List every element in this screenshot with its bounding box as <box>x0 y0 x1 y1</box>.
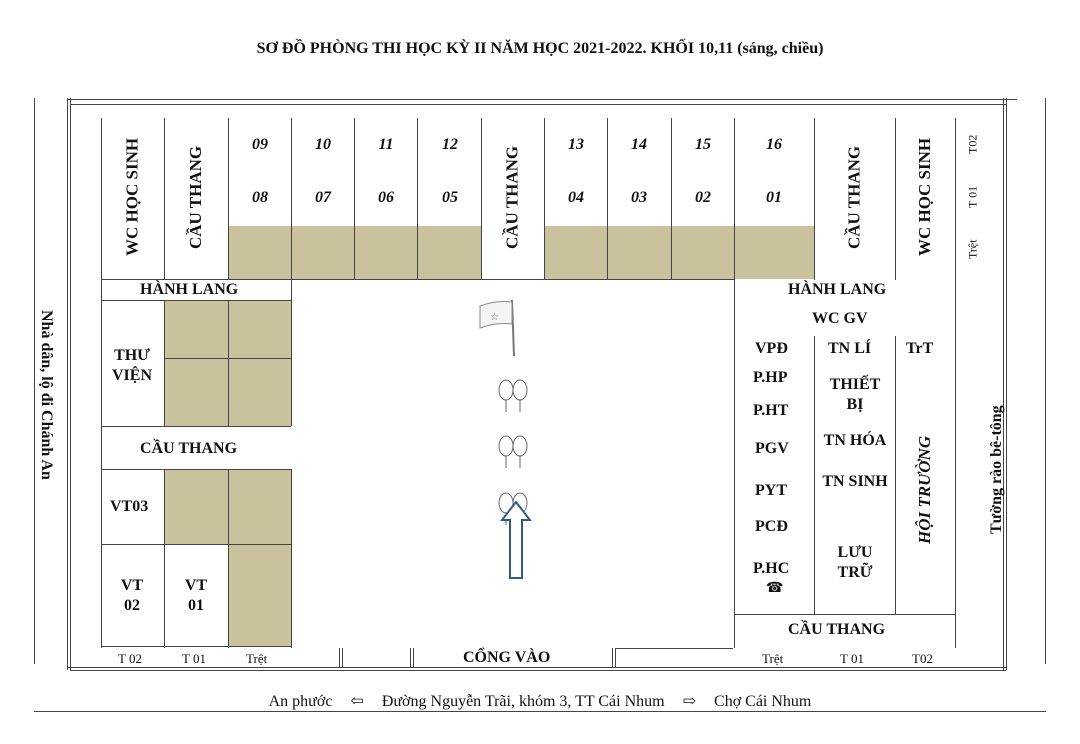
room-04: 04 <box>568 189 584 206</box>
svg-text:☆: ☆ <box>490 312 499 323</box>
room-15: 15 <box>695 136 711 153</box>
stairs-left: CẦU THANG <box>140 440 238 457</box>
wc-student-left: WC HỌC SINH <box>122 137 142 257</box>
arrow-right-icon: ⇨ <box>682 693 697 710</box>
room-13: 13 <box>568 136 584 153</box>
wc-student-right: WC HỌC SINH <box>915 137 934 257</box>
room-06: 06 <box>378 189 394 206</box>
road-left-place: An phước <box>268 693 333 710</box>
bottom-left-t01: T 01 <box>182 651 206 666</box>
room-08: 08 <box>252 189 268 206</box>
side-label-right: Tường rào bê-tông <box>988 405 1005 535</box>
floor-label-t02: T02 <box>965 134 980 154</box>
room-12: 12 <box>442 136 458 153</box>
room-01: 01 <box>766 189 782 206</box>
road-caption <box>0 691 1080 711</box>
room-vpd: VPĐ <box>755 340 788 357</box>
bottom-left-t02: T 02 <box>118 651 142 666</box>
phone-icon: ☎ <box>766 581 784 596</box>
room-pht: P.HT <box>753 402 789 419</box>
bottom-right-t02: T02 <box>912 651 933 666</box>
road-right-place: Chợ Cái Nhum <box>714 693 812 710</box>
room-05: 05 <box>442 189 458 206</box>
entrance-arrow-icon <box>500 500 532 580</box>
equipment-room: THIẾT BỊ <box>829 376 881 413</box>
room-14: 14 <box>631 136 647 153</box>
lab-physics: TN LÍ <box>828 340 872 357</box>
shade-top-right <box>544 226 814 279</box>
stairs-right: CẦU THANG <box>788 621 886 638</box>
stair-top-left: CẦU THANG <box>186 145 205 249</box>
corridor-left: HÀNH LANG <box>140 281 239 298</box>
stair-top-mid: CẦU THANG <box>502 145 522 249</box>
room-pyt: PYT <box>755 482 787 499</box>
road-name: Đường Nguyễn Trãi, khóm 3, TT Cái Nhum <box>381 693 665 710</box>
main-gate: CỔNG VÀO <box>463 649 551 666</box>
lab-chemistry: TN HÓA <box>823 432 887 449</box>
lab-biology: TN SINH <box>822 473 888 490</box>
page-title: SƠ ĐỒ PHÒNG THI HỌC KỲ II NĂM HỌC 2021-2022. KHỐI 10,11 (sáng, chiều) <box>256 40 824 57</box>
road-line <box>34 711 1046 712</box>
room-vt01: VT 01 <box>184 577 208 614</box>
corridor-right: HÀNH LANG <box>788 281 887 298</box>
room-03: 03 <box>631 189 647 206</box>
room-pgv: PGV <box>755 440 789 457</box>
floor-label-t01: T 01 <box>965 185 980 209</box>
room-pcd: PCĐ <box>755 518 788 535</box>
room-09: 09 <box>252 136 268 153</box>
floor-label-tret: Trệt <box>965 239 980 259</box>
room-11: 11 <box>378 136 394 153</box>
shade-left-3 <box>228 544 291 646</box>
bottom-right-t01: T 01 <box>840 651 864 666</box>
room-10: 10 <box>315 136 331 153</box>
bottom-left-tret: Trệt <box>246 651 268 666</box>
wc-teacher: WC GV <box>812 310 868 327</box>
archive-room: LƯU TRỮ <box>837 544 873 581</box>
assembly-hall: HỘI TRƯỜNG <box>915 435 934 545</box>
library: THƯ VIỆN <box>111 347 152 384</box>
arrow-left-icon: ⇦ <box>350 693 364 710</box>
room-vt03: VT03 <box>110 498 149 515</box>
room-phc: P.HC <box>753 560 790 577</box>
room-07: 07 <box>315 189 331 206</box>
room-02: 02 <box>695 189 711 206</box>
stair-top-right: CẦU THANG <box>844 145 864 249</box>
room-16: 16 <box>766 136 782 153</box>
bottom-right-tret: Trệt <box>762 651 784 666</box>
flag-icon <box>472 298 520 358</box>
tree-icon <box>496 434 530 470</box>
tree-icon <box>496 378 530 414</box>
room-php: P.HP <box>753 369 788 386</box>
room-trt: TrT <box>906 340 934 357</box>
side-label-left: Nhà dân, lộ đi Chánh An <box>38 310 55 480</box>
room-vt02: VT 02 <box>120 577 144 614</box>
